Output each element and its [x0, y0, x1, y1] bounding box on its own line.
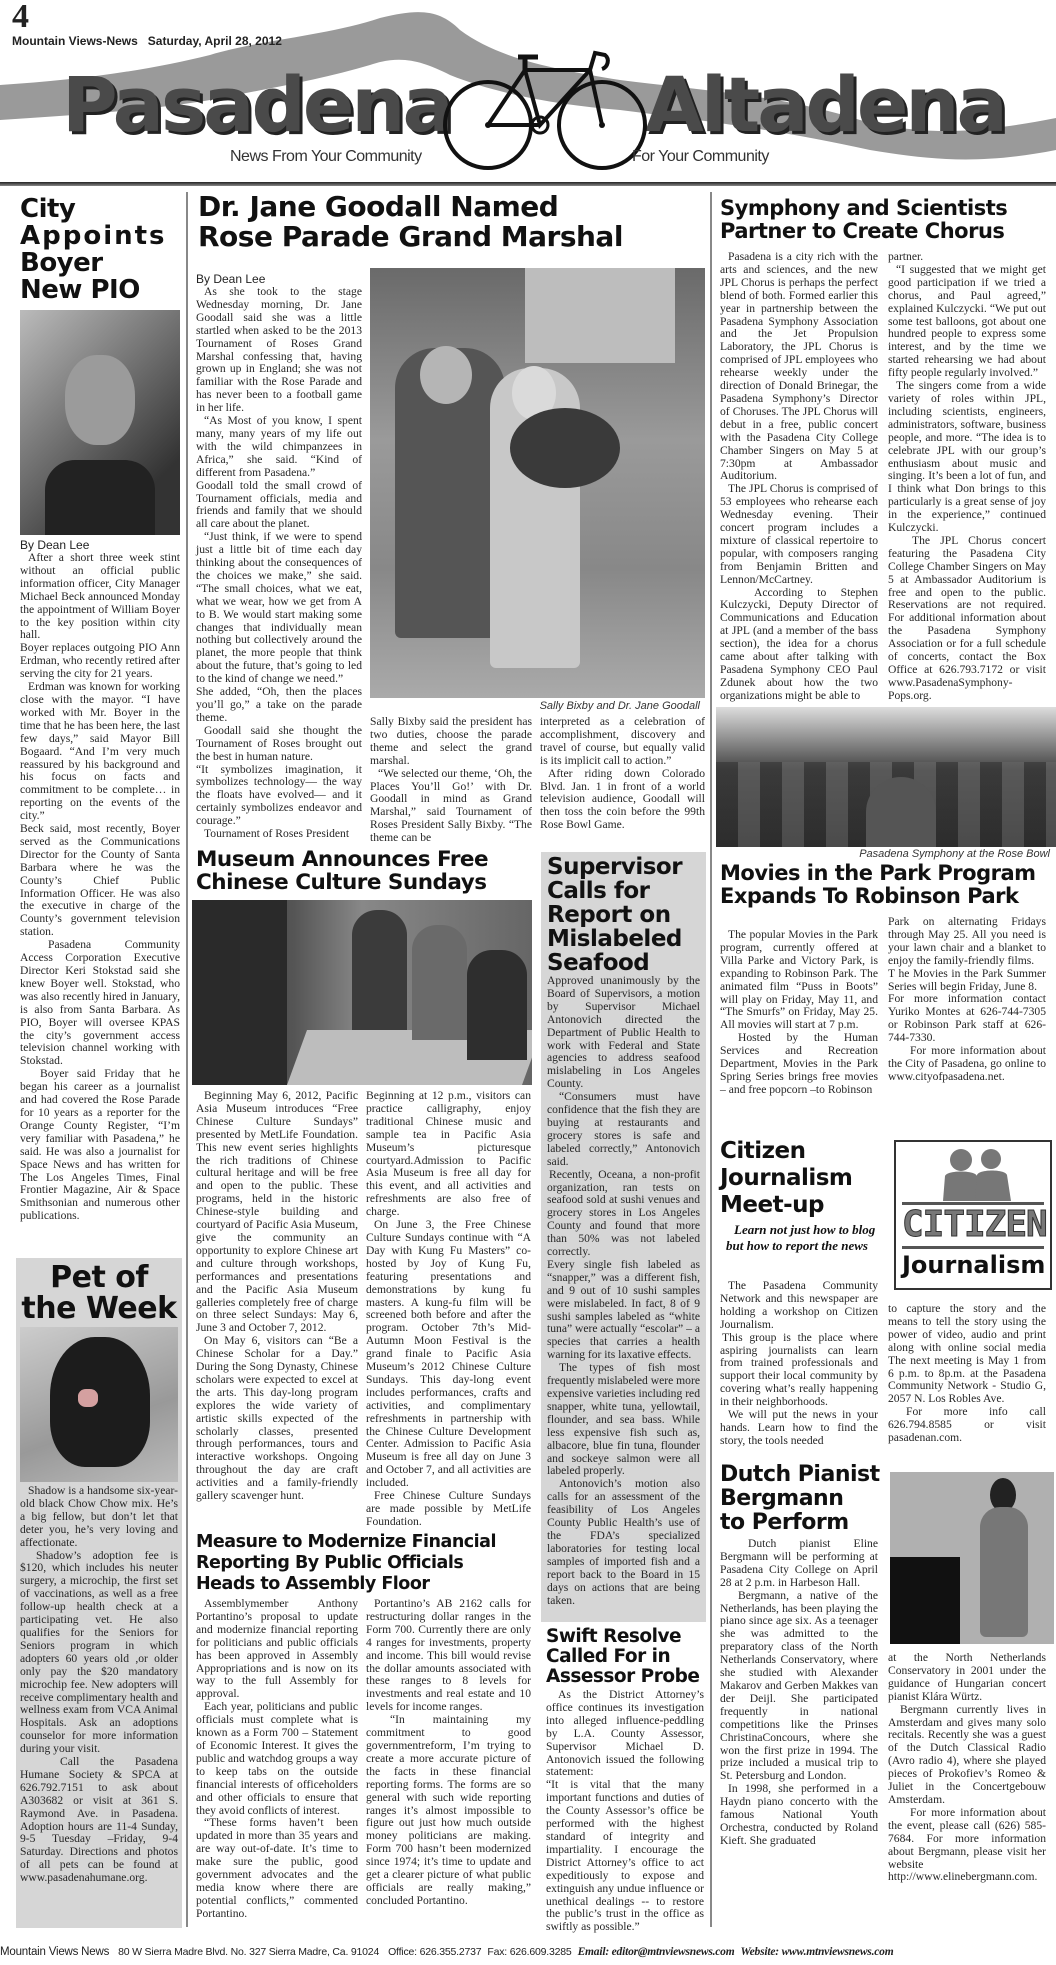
- article-citizen-col1: The Pasadena Community Network and this newspaper are holding a workshop on Citizen Journalism. This group is the place where aspiring journalists can learn from trained professionals and support their local community by covering what’s really happening in their neighborhoods. We will put the news in your hands. Learn how to find the story, the tools needed: [720, 1279, 878, 1447]
- headline-pianist: Dutch Pianist Bergmann to Perform: [720, 1462, 880, 1535]
- article-goodall-col1: [196, 272, 362, 841]
- pet-of-the-week-box: [16, 1258, 182, 1928]
- headline-seafood: Supervisor Calls for Report on Mislabeled Seafood: [547, 854, 683, 976]
- article-assessor: As the District Attorney’s office continues its investigation into alleged influence-peddling by L.A. County Assessor, Supervisor Michael D. Antonovich issued the following statement: “It is vital that the many important functions and duties of the County Assessor’s office be performed with the highest standard of integrity and impartiality. I encourage the District Attorney’s office to act expeditiously to expose and extinguish any undue influence or unethical dealings -- to restore the public’s trust in the office as swiftly as possible.”: [546, 1688, 704, 1934]
- column-divider: [186, 192, 188, 1927]
- photo-eline-bergmann: [890, 1472, 1054, 1644]
- title-pasadena: Pasadena: [62, 60, 451, 149]
- logo-citizen-text: CITIZEN: [902, 1204, 1047, 1245]
- article-museum-col2: Beginning at 12 p.m., visitors can practice calligraphy, enjoy traditional Chinese music and sample tea in Pacific Asia Museum’s picturesque courtyard.Admission to Pacific Asia Museum is free all day for this event, and all activities and refreshments are also free of charge. On June 3, the Free Chinese Culture Sundays continue with “A Day with Kung Fu Masters” co-hosted by Joy of Kung Fu, featuring presentations and demonstrations by kung fu masters. A kung-fu film will be screened both before and after the program. October 7th’s Mid-Autumn Moon Festival is the grand finale to Pacific Asia Museum’s 2012 Chinese Culture Sundays. This day-long event includes performances, crafts and activities, and complimentary refreshments in partnership with the Chinese Culture Development Center. Admission to Pacific Asia Museum is free all day on June 3 and October 7, and all activities are included. Free Chinese Culture Sundays are made possible by MetLife Foundation.: [366, 1089, 531, 1528]
- footer-paper: Mountain Views News: [0, 1946, 110, 1958]
- citizen-journalism-logo: [894, 1140, 1052, 1290]
- article-pianist-col2: at the North Netherlands Conservatory in 2001 under the guidance of Hungarian concert pianist Klára Würtz. Bergmann currently lives in Amsterdam and gives many solo recitals. Recently she was a guest of the Dutch Classical Radio (Avro radio 4), where she played pieces of Prokofiev’s Romeo & Juliet in the Concertgebouw Amsterdam. For more information about the event, please call (626) 585-7684. For more information about Bergmann, please visit her website http://www.elinebergmann.com.: [888, 1651, 1046, 1884]
- roses-bouquet: [510, 408, 620, 488]
- article-pianist-col1: Dutch pianist Eline Bergmann will be performing at Pasadena City College on April 28 at 2 p.m. in Harbeson Hall. Bergmann, a native of the Netherlands, has been playing the piano since age six. As a teenager she was admitted to the preparatory class of the North Netherlands Conservatory, where she studied with Alexander Makarov and Gerben Makkes van der Deijl. She participated frequently in national competitions like the Prinses ChristinaConcours, where she won the first prize in 1994. The prize included a musical trip to St. Petersburg and London. In 1998, she performed in a Haydn piano concerto with the famous National Youth Orchestra, conducted by Roland Kieft. She graduated: [720, 1537, 878, 1847]
- photo-caption: Pasadena Symphony at the Rose Bowl: [859, 848, 1050, 860]
- headline-movies: Movies in the Park Program Expands To Robinson Park: [720, 861, 1036, 908]
- byline: By Dean Lee: [196, 272, 266, 286]
- headline: City Appoints Boyer New PIO: [20, 194, 167, 305]
- footer-office: Office: 626.355.2737: [388, 1946, 482, 1958]
- title-altadena: Altadena: [645, 60, 1005, 149]
- article-movies-col1: The popular Movies in the Park program, currently offered at Villa Parke and Victory Park, is expanding to Robinson Park. The animated film “Puss in Boots” will play on Friday, May 11, and “The Smurfs” on Friday, May 25. All movies will start at 7 p.m. Hosted by the Human Services and Recreation Department, Movies in the Park Spring Series brings free movies – and free popcorn –to Robinson: [720, 928, 878, 1096]
- headline-citizen: Citizen Journalism Meet-up: [720, 1138, 853, 1218]
- article-body: Shadow is a handsome six-year-old black Chow Chow mix. He’s a big fellow, but don’t let that deter you, he’s very loving and affectionate. Shadow’s adoption fee is $120, which includes his neuter surgery, a microchip, the first set of vaccinations, as well as a free follow-up health check at a participating vet. He also qualifies for the Seniors for Seniors program in which adopters 60 years old ,or older only pay the $20 mandatory microchip fee. New adopters will receive complimentary health and wellness exam from VCA Animal Hospitals. Ask an adoptions counselor for more information during your visit. Call the Pasadena Humane Society & SPCA at 626.792.7151 to ask about A303682 or visit at 361 S. Raymond Ave. in Pasadena. Adoption hours are 11-4 Sunday, 9-5 Tuesday –Friday, 9-4 Saturday. Directions and photos of all pets can be found at www.pasadenahumane.org.: [20, 1484, 178, 1885]
- headline-goodall: Dr. Jane Goodall Named Rose Parade Grand Marshal: [198, 190, 623, 253]
- photo-shadow-dog: [20, 1327, 178, 1482]
- headline: Pet of the Week: [21, 1260, 177, 1326]
- article-symphony-col1: Pasadena is a city rich with the arts and sciences, and the new JPL Chorus is perhaps the perfect blend of both. Formed earlier this year in partnership between the Pasadena Symphony Association and the Jet Propulsion Laboratory, the JPL Chorus is comprised of JPL employees who rehearse weekly under the direction of Donald Brinegar, the Pasadena Symphony’s Director of Choruses. The JPL Chorus will debut in a free, public concert with the Pasadena City College Chamber Singers on May 5 at 7:30pm at Ambassador Auditorium. The JPL Chorus is comprised of 53 employees who rehearse each Wednesday evening. Their concert program includes a mixture of classical repertoire to popular, with composers ranging from Benjamin Britten and Lennon/McCartney. According to Stephen Kulczycki, Deputy Director of Communications and Education at JPL (and a member of the bass section), the idea for a chorus came about after talking with Pasadena Symphony CEO Paul Zdunek about how the two organizations might be able to: [720, 250, 878, 702]
- footer-address: 80 W Sierra Madre Blvd. No. 327 Sierra Madre, Ca. 91024: [118, 1946, 380, 1958]
- byline: By Dean Lee: [20, 538, 90, 552]
- article-measure-col2: Portantino’s AB 2162 calls for restructuring dollar ranges in the Form 700. Currently there are only 4 ranges for investments, property and income. This bill would revise the dollar amounts associated with these ranges to 8 levels for investments and real estate and 10 levels for income ranges. “In maintaining my commitment to good governmentreform, I’m trying to create a more accurate picture of the facts in these financial reporting forms. The forms are so general with such wide reporting ranges it’s almost impossible to figure out just how much outside money politicians are making. Form 700 hasn’t been modernized since 1974; it’s time to update and get a clearer picture of what public officials are really making,” concluded Portantino.: [366, 1597, 531, 1907]
- photo-symphony-rose-bowl: [716, 707, 1056, 847]
- footer: [0, 1946, 1056, 1965]
- masthead: [0, 0, 1056, 188]
- footer-website[interactable]: Website: www.mtnviewsnews.com: [740, 1946, 894, 1958]
- headline-assessor: Swift Resolve Called For in Assessor Probe: [546, 1626, 700, 1687]
- article-boyer: [20, 196, 180, 1223]
- tagline-left: News From Your Community: [230, 148, 422, 165]
- article-measure-col1: Assemblymember Anthony Portantino’s proposal to update and modernize financial reporting for politicians and public officials has been approved in Assembly Appropriations and is now on its way to the full Assembly for approval. Each year, politicians and public officials must complete what is known as a Form 700 – Statement of Economic Interest. It gives the public and watchdog groups a way to keep tabs on the outside financial interests of officeholders and other officials to ensure that they avoid conflicts of interest. “These forms haven’t been updated in more than 35 years and are way out-of-date. It’s time to make sure the public, good government advocates and the media know where there are potential conflicts,” commented Portantino.: [196, 1597, 358, 1920]
- headline-museum: Museum Announces Free Chinese Culture Sundays: [196, 847, 489, 895]
- article-movies-col2: Park on alternating Fridays through May 25. All you need is your lawn chair and a blanket to enjoy the family-friendly films. T he Movies in the Park Summer Series will begin Friday, June 8. For more information contact Yuriko Montes at 626-744-7305 or Robinson Park staff at 626-744-7330. For more information about the City of Pasadena, go online to www.cityofpasadena.net.: [888, 915, 1046, 1083]
- tournament-roses-banner: [525, 268, 675, 363]
- seafood-box: [541, 852, 706, 1622]
- article-body: As she took to the stage Wednesday morning, Dr. Jane Goodall said she was a little startled when asked to be the 2013 Tournament of Roses Grand Marshal confessing that, having grown up in England; she was not familiar with the Rose Parade and has never been to a football game in her life. “As Most of you know, I spent many, many years of my life out with the wild chimpanzees in Africa,” she said. “Kind of different from Pasadena.” Goodall told the small crowd of Tournament officials, media and friends and family that we should all care about the planet. “Just think, if we were to spend just a little bit of time each day thinking about the consequences of the choices we make,” she said. “The small choices, what we eat, what we wear, how we get from A to B. We would start making some changes that individually mean nothing but collectively around the planet, the more people that think about the future, that’s going to led to the kind of change we need.” She added, “Oh, then the places you’ll go,” a take on the parade theme. Goodall said she thought the Tournament of Roses brought out the best in human nature. “It symbolizes imagination, it symbolizes technology— the way the floats have evolved— and it certainly symbolizes endeavor and courage.” Tournament of Roses President: [196, 285, 362, 841]
- two-people-icon: [931, 1146, 1021, 1201]
- logo-journalism-text: Journalism: [902, 1251, 1046, 1279]
- article-symphony-col2: partner. “I suggested that we might get good participation if we tried a chorus, and Paul agreed,” explained Kulczycki. “We put out some test balloons, got about one hundred people to express some interest, and by the time we started rehearsing we had about fifty people regularly involved.” The singers come from a wide variety of roles within JPL, including scientists, engineers, administrators, software, business people, and more. “The idea is to celebrate JPL with our group’s enthusiasm about music and singing. It’s been a lot of fun, and I think what Don brings to this particularly is a great sense of joy in the experience,” continued Kulczycki. The JPL Chorus concert featuring the Pasadena City College Chamber Singers on May 5 at Ambassador Auditorium is free and open to the public. Reservations are not required. For additional information about the Pasadena Symphony Association or for a full schedule of concerts, contact the Box Office at 626.793.7172 or visit www.PasadenaSymphony-Pops.org.: [888, 250, 1046, 702]
- footer-fax: Fax: 626.609.3285: [487, 1946, 572, 1958]
- headline-symphony: Symphony and Scientists Partner to Create Chorus: [720, 196, 1008, 243]
- piano: [890, 1557, 960, 1644]
- paper-date: Mountain Views-News Saturday, April 28, 2012: [12, 34, 282, 48]
- article-museum-col1: Beginning May 6, 2012, Pacific Asia Museum introduces “Free Chinese Culture Sundays” presented by MetLife Foundation. This new event series highlights the rich traditions of Chinese cultural heritage and will be free and open to the public. These programs, held in the historic Chinese-style building and courtyard of Pacific Asia Museum, give the community an opportunity to explore Chinese art and culture through workshops, performances and presentations and the Pacific Asia Museum galleries completely free of charge on three select Sundays: May 6, June 3 and October 7, 2012. On May 6, visitors can “Be a Chinese Scholar for a Day.” During the Song Dynasty, Chinese scholars were expected to excel at the arts. This day-long program explores the wide variety of artistic skills expected of the scholarly classes, presented through performances, tours and interactive workshops. Ongoing throughout the day are craft activities and a family-friendly gallery scavenger hunt.: [196, 1089, 358, 1503]
- photo-bixby-goodall: [370, 268, 705, 698]
- article-goodall-col2: Sally Bixby said the president has two duties, choose the parade theme and select the grand marshal. “We selected our theme, ‘Oh, the Places You’ll Go!’ with Dr. Goodall in mind as Grand Marshal,” said Tournament of Roses President Sally Bixby. “The theme can be: [370, 715, 532, 845]
- photo-calligraphy-class: [192, 900, 532, 1085]
- headline-measure: Measure to Modernize Financial Reporting By Public Officials Heads to Assembly Floor: [196, 1532, 496, 1594]
- subheadline: Learn not just how to blog but how to report the news: [726, 1222, 876, 1253]
- article-citizen-col2: to capture the story and the means to tell the story using the power of video, audio and print along with online social media The next meeting is May 1 from 6 p.m. to 8p.m. at the Pasadena Community Network - Studio G, 2057 N. Los Robles Ave. For more info call 626.794.8585 or visit pasadenan.com.: [888, 1302, 1046, 1445]
- footer-email[interactable]: Email: editor@mtnviewsnews.com: [577, 1946, 735, 1958]
- tagline-right: For Your Community: [632, 148, 769, 165]
- photo-caption: Sally Bixby and Dr. Jane Goodall: [539, 700, 700, 712]
- article-body: After a short three week stint without an official public information officer, City Manager Michael Beck announced Monday the appointment of William Boyer to the key position within city hall. Boyer replaces outgoing PIO Ann Erdman, who recently retired after serving the city for 21 years. Erdman was known for working close with the mayor. “I have worked with Mr. Boyer in the time that he has been here, the last few days,” said Mayor Bill Bogaard. “And I’m very much reassured by his background and his focus on facts and commitment to be complete… in reporting on the events of the city.” Beck said, most recently, Boyer served as the Communications Director for the County of Santa Barbara where he was the County’s Chief Public Information Officer. He was also the executive in charge of the County’s government television station. Pasadena Community Access Corporation Executive Director Keri Stokstad said she knew Boyer well. Stokstad, who was also recently hired in January, is also from Santa Barbara. As PIO, Boyer will oversee KPAS the city’s government access television channel working with Stokstad. Boyer said Friday that he began his career as a journalist and had covered the Rose Parade for 10 years as a reporter for the Orange County Register, “I’m very familiar with Pasadena,” he said. He was also a journalist for Space News and has written for The Los Angeles Times, Final Frontier Magazine, Air & Space Smithsonian and numerous other publications.: [20, 551, 180, 1223]
- masthead-rule: [0, 182, 1056, 186]
- article-body: Approved unanimously by the Board of Supervisors, a motion by Supervisor Michael Antonovich directed the Department of Public Health to work with Federal and State agencies to address seafood mislabeling in Los Angeles County. “Consumers must have confidence that the fish they are buying at restaurants and grocery stores is safe and labeled correctly,” Antonovich said. Recently, Oceana, a non-profit organization, ran tests on seafood sold at sushi venues and grocery stores in Los Angeles County and found that more than 50% was not labeled correctly. Every single fish labeled as “snapper,” was a different fish, and 9 out of 10 sushi samples were mislabeled. In fact, 8 of 9 sushi samples labeled as “white tuna” were actually “escolar” – a species that carries a health warning for its laxative effects. The types of fish most frequently mislabeled were more expensive varieties including red snapper, white tuna, yellowtail, flounder, and sea bass. While less expensive fish such as, albacore, blue fin tuna, flounder and sockeye salmon were all labeled properly. Antonovich’s motion also calls for an assessment of the feasibility of Los Angeles County Public Health’s use of the FDA’s specialized laboratories for testing local samples of imported fish and a report back to the Board in 15 days on actions that are being taken.: [547, 974, 700, 1607]
- article-goodall-col3: interpreted as a celebration of accomplishment, discovery and travel of course, but equally valid is its implicit call to action.” After riding down Colorado Blvd. Jan. 1 in front of a world television audience, Goodall will then toss the coin before the 99th Rose Bowl Game.: [540, 715, 705, 832]
- page-number: 4: [12, 0, 29, 35]
- photo-william-boyer: [20, 310, 180, 535]
- bicycle-icon: [440, 45, 650, 170]
